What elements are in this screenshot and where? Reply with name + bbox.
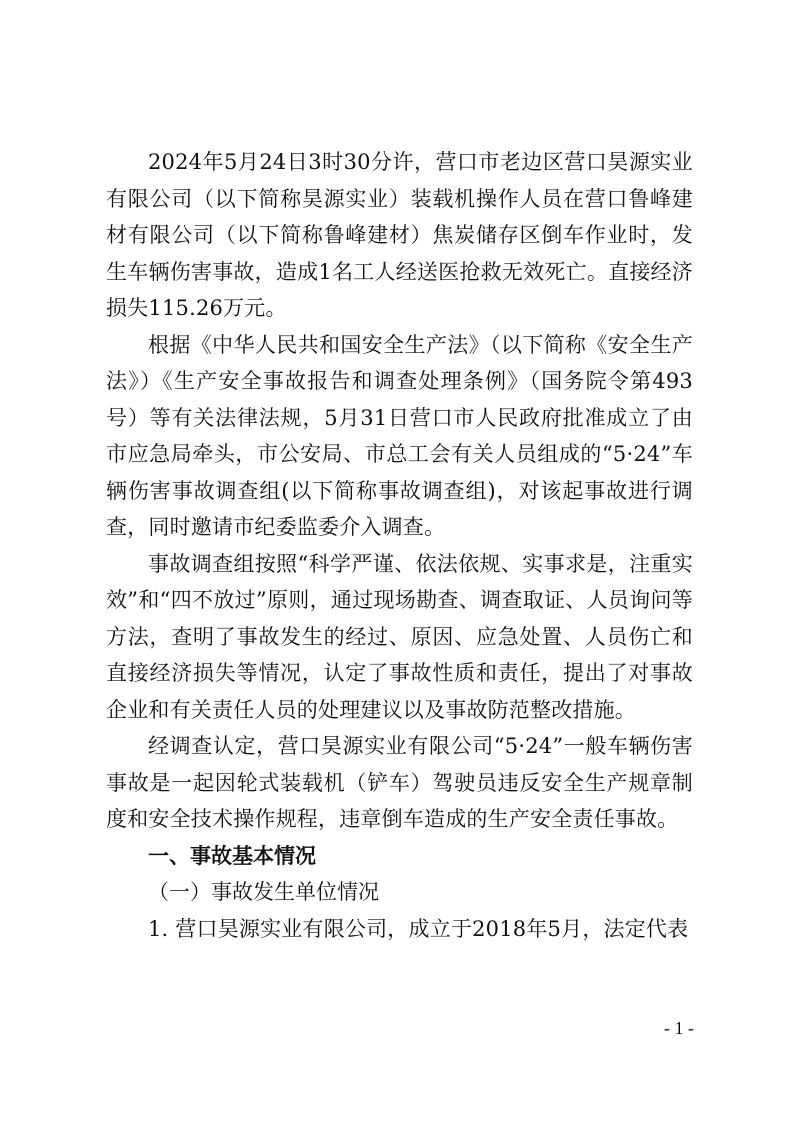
paragraph-legal-basis: 根据《中华人民共和国安全生产法》（以下简称《安全生产法》）《生产安全事故报告和调查处理条例》（国务院令第493号）等有关法律法规，5月31日营口市人民政府批准成立了由市应急局牵头，市公安局、市总工会有关人员组成的“5·24”车辆伤害事故调查组(以下简称事故调查组)，对该起事故进行调查，同时邀请市纪委监委介入调查。	[106, 332, 693, 539]
paragraph-investigation-method: 事故调查组按照“科学严谨、依法依规、实事求是，注重实效”和“四不放过”原则，通过现场勘查、调查取证、人员询问等方法，查明了事故发生的经过、原因、应急处置、人员伤亡和直接经济损失等情况，认定了事故性质和责任，提出了对事故企业和有关责任人员的处理建议以及事故防范整改措施。	[106, 551, 693, 722]
subsection-heading: （一）事故发生单位情况	[148, 880, 379, 904]
section-heading: 一、事故基本情况	[148, 843, 316, 868]
page-number: - 1 -	[664, 1018, 694, 1038]
paragraph-incident-summary: 2024年5月24日3时30分许，营口市老边区营口昊源实业有限公司（以下简称昊源实业）装载机操作人员在营口鲁峰建材有限公司（以下简称鲁峰建材）焦炭储存区倒车作业时，发生车辆伤害事故，造成1名工人经送医抢救无效死亡。直接经济损失115.26万元。	[106, 150, 693, 320]
paragraph-conclusion: 经调查认定，营口昊源实业有限公司“5·24”一般车辆伤害事故是一起因轮式装载机（铲车）驾驶员违反安全生产规章制度和安全技术操作规程，违章倒车造成的生产安全责任事故。	[106, 734, 693, 831]
list-item-company-1: 1. 营口昊源实业有限公司，成立于2018年5月，法定代表	[148, 916, 689, 941]
document-body	[106, 144, 693, 947]
